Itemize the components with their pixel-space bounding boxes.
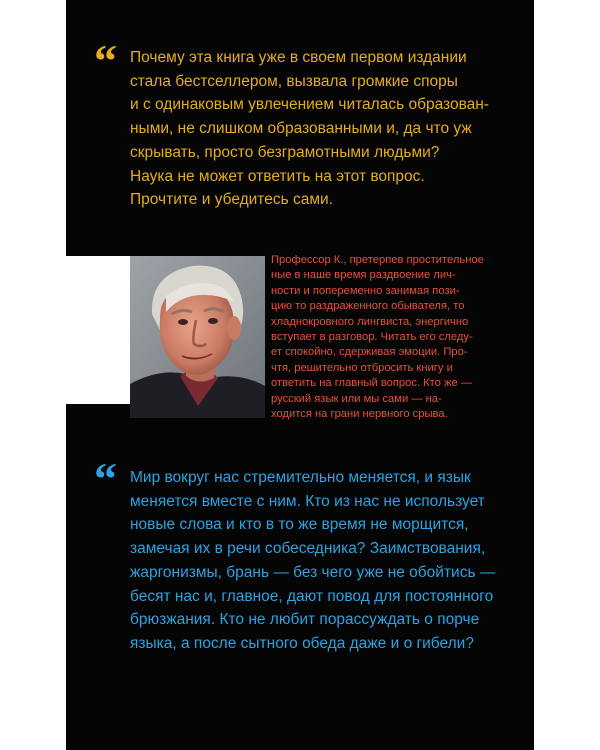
top-quote-line: Наука не может ответить на этот вопрос. bbox=[130, 167, 425, 185]
top-quote-line: Прочтите и убедитесь сами. bbox=[130, 191, 333, 209]
author-portrait-icon bbox=[130, 256, 265, 418]
bio-line: Профессор К., претерпев простительное bbox=[271, 254, 484, 266]
bio-line: цию то раздраженного обывателя, то bbox=[271, 300, 465, 313]
bottom-quote-line: замечая их в речи собеседника? Заимствования, bbox=[130, 540, 486, 558]
top-quote-line: Почему эта книга уже в своем первом издании bbox=[130, 49, 467, 66]
bottom-quote-line: новые слова и кто в то же время не морщится, bbox=[130, 516, 469, 534]
quote-mark-icon: “ bbox=[94, 453, 113, 504]
bio-line: ности и попеременно занимая пози- bbox=[271, 284, 460, 297]
isbn-barcode bbox=[64, 256, 130, 404]
bottom-quote-line: Мир вокруг нас стремительно меняется, и язык bbox=[130, 469, 471, 486]
bottom-quote-line: жаргонизмы, брань — без чего уже не обойтись — bbox=[130, 563, 496, 581]
quote-mark-icon: “ bbox=[94, 35, 113, 86]
author-bio bbox=[271, 253, 511, 422]
bio-line: вступает в разговор. Читать его следу- bbox=[271, 331, 473, 344]
bottom-quote-line: бесят нас и, главное, дают повод для постоянного bbox=[130, 587, 494, 605]
bio-line: ходится на грани нервного срыва. bbox=[271, 408, 448, 421]
bio-line: ные в наше время раздвоение лич- bbox=[271, 269, 456, 282]
top-quote-line: скрывать, просто безграмотными людьми? bbox=[130, 143, 440, 161]
bottom-quote-line: меняется вместе с ним. Кто из нас не использует bbox=[130, 492, 485, 510]
top-quote-line: и с одинаковым увлечением читалась образован- bbox=[130, 96, 489, 114]
top-quote-line: стала бестселлером, вызвала громкие споры bbox=[130, 72, 458, 90]
bio-line: русский язык или мы сами — на- bbox=[271, 392, 442, 405]
bottom-quote-text bbox=[130, 466, 510, 656]
bio-line: хладнокровного лингвиста, энергично bbox=[271, 315, 469, 328]
bio-line: ответить на главный вопрос. Кто же — bbox=[271, 377, 473, 390]
bottom-quote-line: брюзжания. Кто не любит порассуждать о порче bbox=[130, 611, 480, 629]
top-quote-line: ными, не слишком образованными и, да что уж bbox=[130, 120, 472, 138]
bio-line: чтя, решительно отбросить книгу и bbox=[271, 361, 453, 374]
bio-line: ет спокойно, сдерживая эмоции. Про- bbox=[271, 346, 468, 359]
author-section bbox=[0, 248, 600, 419]
bottom-quote-line: языка, а после сытного обеда даже и о гибели? bbox=[130, 634, 474, 652]
top-quote-text bbox=[130, 46, 510, 212]
